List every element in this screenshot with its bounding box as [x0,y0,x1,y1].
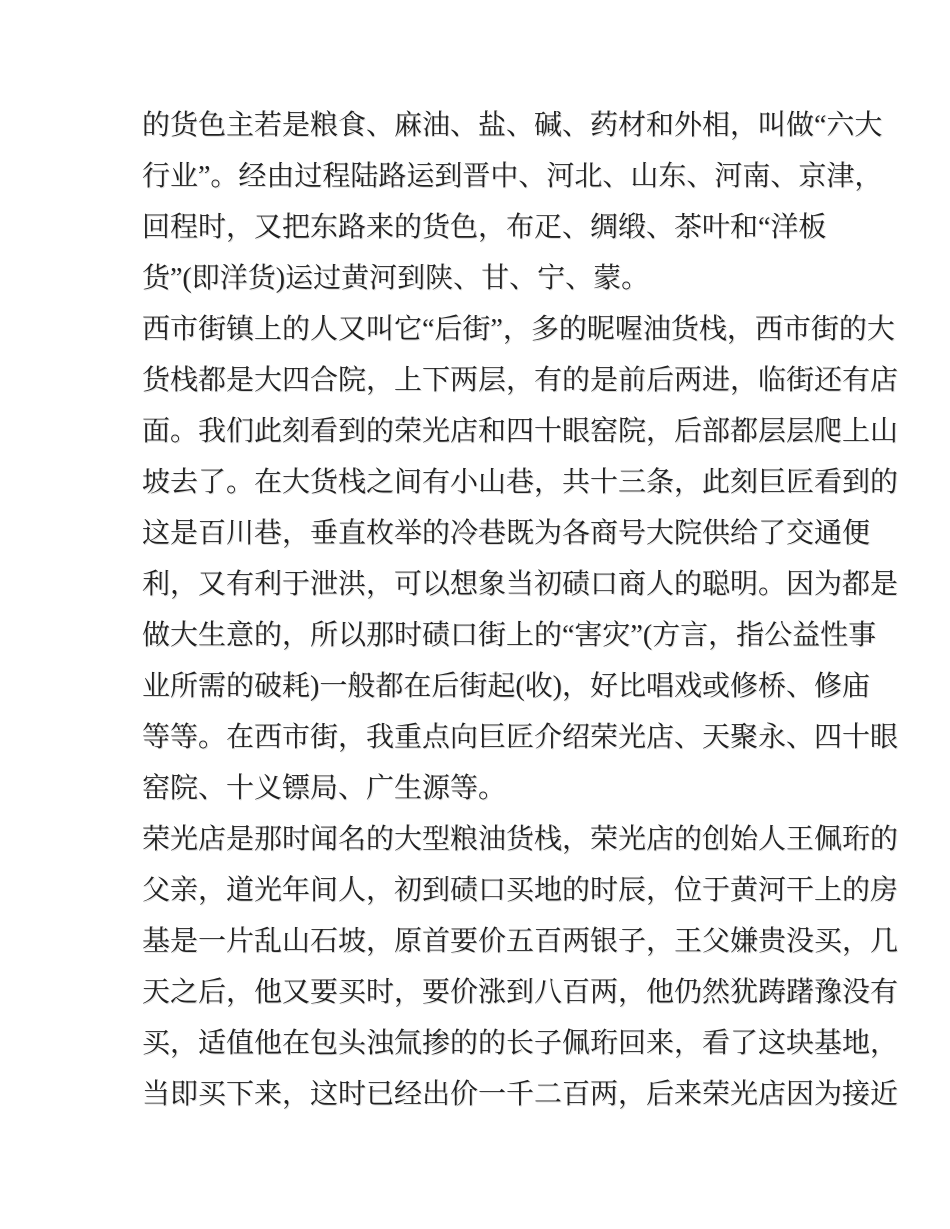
text-line: 回程时，又把东路来的货色，布疋、绸缎、茶叶和“洋板 [142,212,827,243]
paragraph [142,100,912,304]
text-line: 当即买下来，这时已经出价一千二百两，后来荣光店因为接近 [142,1079,899,1110]
text-line: 基是一片乱山石坡，原首要价五百两银子，王父嫌贵没买，几 [142,926,899,957]
text-line: 西市街镇上的人又叫它“后街”，多的昵喔油货栈，西市街的大 [142,314,895,345]
text-line: 面。我们此刻看到的荣光店和四十眼窑院，后部都层层爬上山 [142,416,899,447]
text-line: 买，适值他在包头浊氚掺的的长子佩珩回来，看了这块基地， [142,1028,899,1059]
text-line: 的货色主若是粮食、麻油、盐、碱、药材和外相，叫做“六大 [142,110,883,141]
paragraph [142,814,912,1120]
text-line: 利，又有利于泄洪，可以想象当初碛口商人的聪明。因为都是 [142,569,899,600]
text-line: 货栈都是大四合院，上下两层，有的是前后两进，临街还有店 [142,365,899,396]
text-line: 荣光店是那时闻名的大型粮油货栈，荣光店的创始人王佩珩的 [142,824,899,855]
text-line: 坡去了。在大货栈之间有小山巷，共十三条，此刻巨匠看到的 [142,467,899,498]
text-line: 等等。在西市街，我重点向巨匠介绍荣光店、天聚永、四十眼 [142,722,899,753]
text-line: 做大生意的，所以那时碛口街上的“害灾”(方言，指公益性事 [142,620,877,651]
text-line: 行业”。经由过程陆路运到晋中、河北、山东、河南、京津， [142,161,883,192]
text-line: 天之后，他又要买时，要价涨到八百两，他仍然犹踌躇豫没有 [142,977,899,1008]
text-line: 这是百川巷，垂直枚举的冷巷既为各商号大院供给了交通便 [142,518,871,549]
text-line: 父亲，道光年间人，初到碛口买地的时辰，位于黄河干上的房 [142,875,899,906]
text-line: 窑院、十义镖局、广生源等。 [142,773,507,804]
text-line: 业所需的破耗)一般都在后街起(收)，好比唱戏或修桥、修庙 [142,671,870,702]
text-line: 货”(即洋货)运过黄河到陕、甘、宁、蒙。 [142,263,650,294]
paragraph [142,304,912,814]
text-content [142,100,912,1120]
